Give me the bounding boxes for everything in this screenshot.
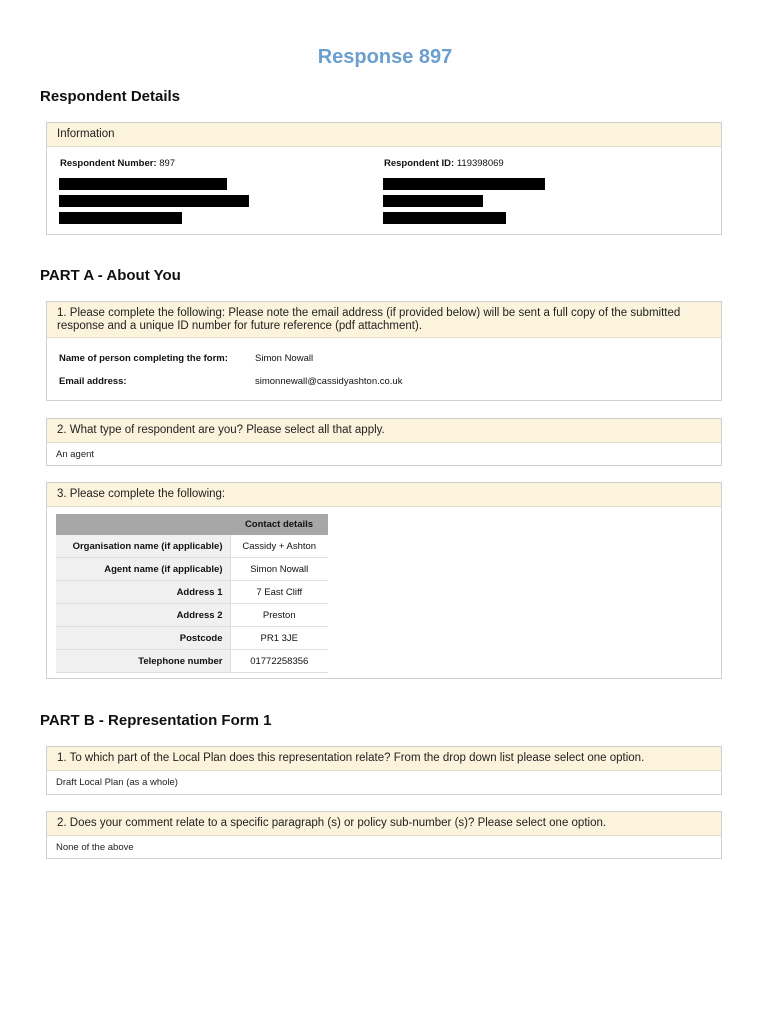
page-title: Response 897 [317, 46, 453, 68]
row-value: 7 East Cliff [230, 581, 328, 604]
part-b-q2-box [46, 811, 722, 859]
row-value: Cassidy + Ashton [230, 535, 328, 558]
row-label: Address 2 [56, 604, 230, 627]
table-row [56, 627, 328, 650]
respondent-number-value: 897 [159, 158, 176, 169]
row-label: Telephone number [56, 650, 230, 673]
part-a-q1-question: 1. Please complete the following: Please note the email address (if provided below) will be sent a full copy of the submitted response and a unique ID number for future reference (pdf attachment). [47, 302, 721, 338]
part-a-q2-answer: An agent [56, 449, 95, 460]
redaction-bar [383, 195, 483, 207]
table-header-row [56, 514, 328, 535]
table-row [56, 581, 328, 604]
row-label: Organisation name (if applicable) [56, 535, 230, 558]
redaction-bar [383, 178, 545, 190]
row-value: Preston [230, 604, 328, 627]
redaction-bar [59, 212, 182, 224]
row-value: Simon Nowall [230, 558, 328, 581]
row-label: Address 1 [56, 581, 230, 604]
email-label: Email address: [59, 376, 127, 387]
contact-details-table [56, 514, 328, 673]
redaction-bar [59, 195, 249, 207]
respondent-details-heading: Respondent Details [40, 88, 181, 105]
part-a-q2-question: 2. What type of respondent are you? Please select all that apply. [47, 419, 721, 443]
row-value: 01772258356 [230, 650, 328, 673]
respondent-number-label: Respondent Number: [60, 158, 157, 169]
row-label: Agent name (if applicable) [56, 558, 230, 581]
part-b-q1-question: 1. To which part of the Local Plan does this representation relate? From the drop down list please select one option. [47, 747, 721, 771]
name-value: Simon Nowall [255, 353, 314, 364]
part-a-q3-box [46, 482, 722, 679]
information-box [46, 122, 722, 235]
respondent-id [384, 158, 504, 169]
table-row [56, 558, 328, 581]
redaction-bar [383, 212, 506, 224]
email-value: simonnewall@cassidyashton.co.uk [255, 376, 403, 387]
respondent-number [60, 158, 175, 169]
row-value: PR1 3JE [230, 627, 328, 650]
part-b-q1-answer: Draft Local Plan (as a whole) [56, 777, 178, 788]
part-b-q1-box [46, 746, 722, 795]
part-a-q1-box [46, 301, 722, 401]
part-b-q2-answer: None of the above [56, 842, 134, 853]
table-row [56, 535, 328, 558]
part-b-heading: PART B - Representation Form 1 [40, 712, 272, 729]
row-label: Postcode [56, 627, 230, 650]
table-row [56, 650, 328, 673]
table-header-empty [56, 514, 230, 535]
part-a-q2-box [46, 418, 722, 466]
respondent-id-label: Respondent ID: [384, 158, 455, 169]
redaction-bar [59, 178, 227, 190]
part-a-q3-question: 3. Please complete the following: [47, 483, 721, 507]
name-label: Name of person completing the form: [59, 353, 228, 364]
part-a-heading: PART A - About You [40, 267, 181, 284]
contact-details-header: Contact details [230, 514, 328, 535]
table-row [56, 604, 328, 627]
information-header: Information [47, 123, 721, 147]
respondent-id-value: 119398069 [456, 158, 504, 169]
part-b-q2-question: 2. Does your comment relate to a specific paragraph (s) or policy sub-number (s)? Please select one option. [47, 812, 721, 836]
